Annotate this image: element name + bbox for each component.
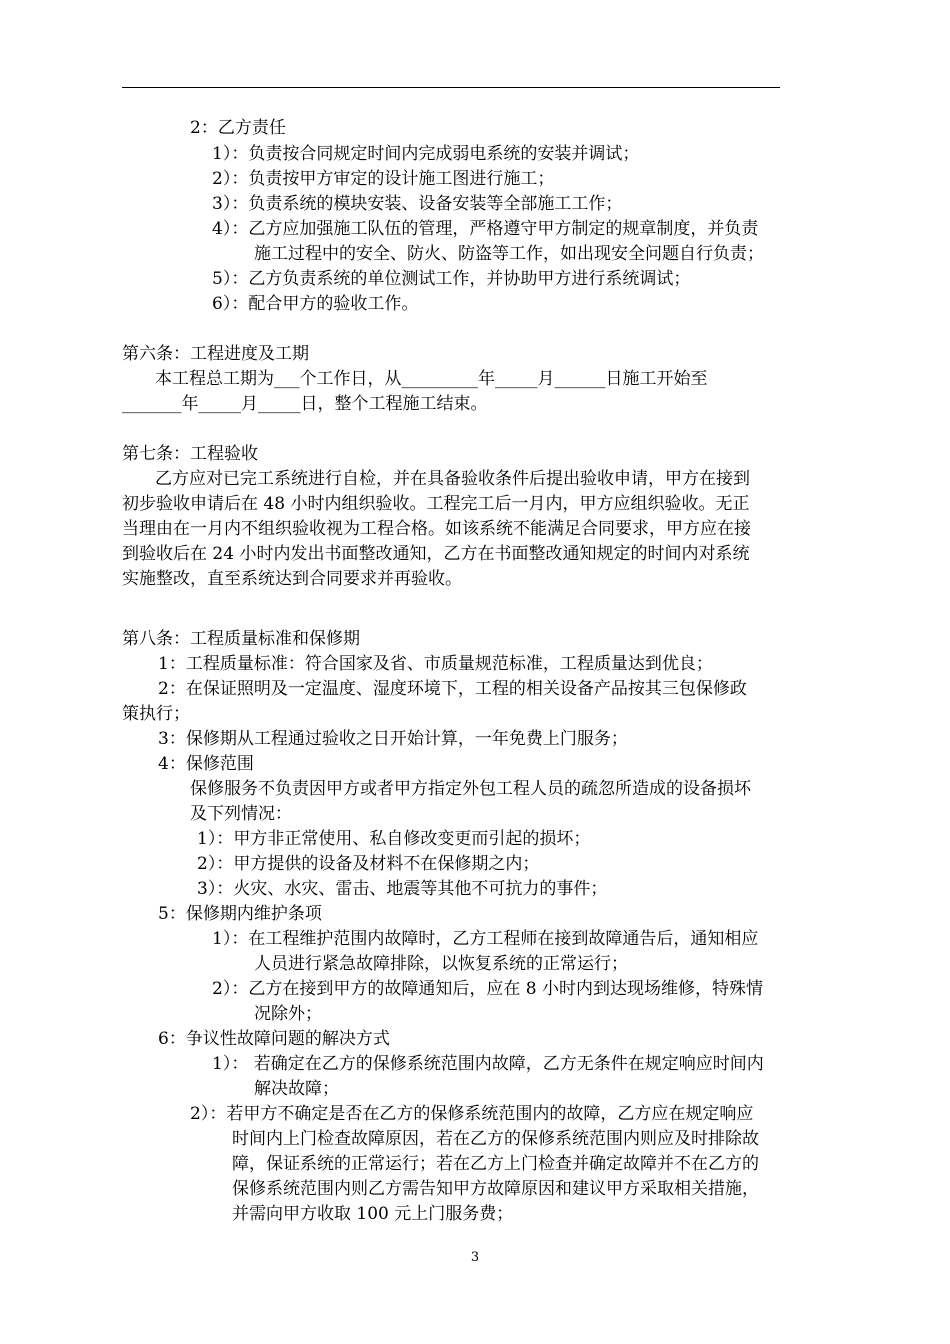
text-line: 2：乙方责任 <box>190 118 286 138</box>
text-line: 4：保修范围 <box>158 754 254 774</box>
text-line: 6）：配合甲方的验收工作。 <box>212 294 419 314</box>
text-line: 本工程总工期为___个工作日，从_________年_____月______日施工开始至 <box>155 369 708 389</box>
text-line: 3）：负责系统的模块安装、设备安装等全部施工工作； <box>212 194 623 214</box>
text-line: 1：工程质量标准：符合国家及省、市质量规范标准，工程质量达到优良； <box>158 654 713 674</box>
text-line: 1）：在工程维护范围内故障时，乙方工程师在接到故障通告后，通知相应 <box>212 929 759 949</box>
text-line: 及下列情况： <box>190 804 292 824</box>
text-line: 乙方应对已完工系统进行自检，并在具备验收条件后提出验收申请，甲方在接到 <box>155 469 750 489</box>
text-line: 2）：负责按甲方审定的设计施工图进行施工； <box>212 169 555 189</box>
text-line: 施工过程中的安全、防火、防盗等工作，如出现安全问题自行负责； <box>254 244 764 264</box>
section-heading: 第七条：工程验收 <box>122 444 258 464</box>
text-line: 保修服务不负责因甲方或者甲方指定外包工程人员的疏忽所造成的设备损坏 <box>190 779 751 799</box>
text-line: 初步验收申请后在 48 小时内组织验收。工程完工后一月内，甲方应组织验收。无正 <box>122 494 750 514</box>
text-line: 并需向甲方收取 100 元上门服务费； <box>232 1204 514 1224</box>
text-line: 2）：甲方提供的设备及材料不在保修期之内； <box>197 854 540 874</box>
section-heading: 第八条：工程质量标准和保修期 <box>122 629 360 649</box>
section-heading: 第六条：工程进度及工期 <box>122 344 309 364</box>
text-line: 3）：火灾、水灾、雷击、地震等其他不可抗力的事件； <box>197 879 608 899</box>
text-line: 5）：乙方负责系统的单位测试工作，并协助甲方进行系统调试； <box>212 269 691 289</box>
header-rule <box>122 87 780 88</box>
text-line: 2）：乙方在接到甲方的故障通知后，应在 8 小时内到达现场维修，特殊情 <box>212 979 763 999</box>
text-line: _______年_____月_____日，整个工程施工结束。 <box>122 394 488 414</box>
page-number: 3 <box>470 1250 480 1265</box>
text-line: 6：争议性故障问题的解决方式 <box>158 1029 390 1049</box>
text-line: 保修系统范围内则乙方需告知甲方故障原因和建议甲方采取相关措施， <box>232 1179 759 1199</box>
text-line: 解决故障； <box>254 1079 339 1099</box>
text-line: 1）：甲方非正常使用、私自修改变更而引起的损坏； <box>197 829 591 849</box>
text-line: 2）：若甲方不确定是否在乙方的保修系统范围内的故障，乙方应在规定响应 <box>190 1104 754 1124</box>
text-line: 1）： 若确定在乙方的保修系统范围内故障，乙方无条件在规定响应时间内 <box>212 1054 764 1074</box>
text-line: 时间内上门检查故障原因，若在乙方的保修系统范围内则应及时排除故 <box>232 1129 759 1149</box>
text-line: 实施整改，直至系统达到合同要求并再验收。 <box>122 569 462 589</box>
text-line: 到验收后在 24 小时内发出书面整改通知，乙方在书面整改通知规定的时间内对系统 <box>122 544 750 564</box>
text-line: 1）：负责按合同规定时间内完成弱电系统的安装并调试； <box>212 144 640 164</box>
text-line: 当理由在一月内不组织验收视为工程合格。如该系统不能满足合同要求，甲方应在接 <box>122 519 751 539</box>
text-line: 况除外； <box>254 1004 322 1024</box>
text-line: 人员进行紧急故障排除，以恢复系统的正常运行； <box>254 954 628 974</box>
text-line: 5：保修期内维护条项 <box>158 904 322 924</box>
text-line: 4）：乙方应加强施工队伍的管理，严格遵守甲方制定的规章制度，并负责 <box>212 219 759 239</box>
text-line: 策执行； <box>122 704 190 724</box>
text-line: 3：保修期从工程通过验收之日开始计算，一年免费上门服务； <box>158 729 628 749</box>
text-line: 2：在保证照明及一定温度、湿度环境下，工程的相关设备产品按其三包保修政 <box>158 679 747 699</box>
text-line: 障，保证系统的正常运行；若在乙方上门检查并确定故障并不在乙方的 <box>232 1154 759 1174</box>
